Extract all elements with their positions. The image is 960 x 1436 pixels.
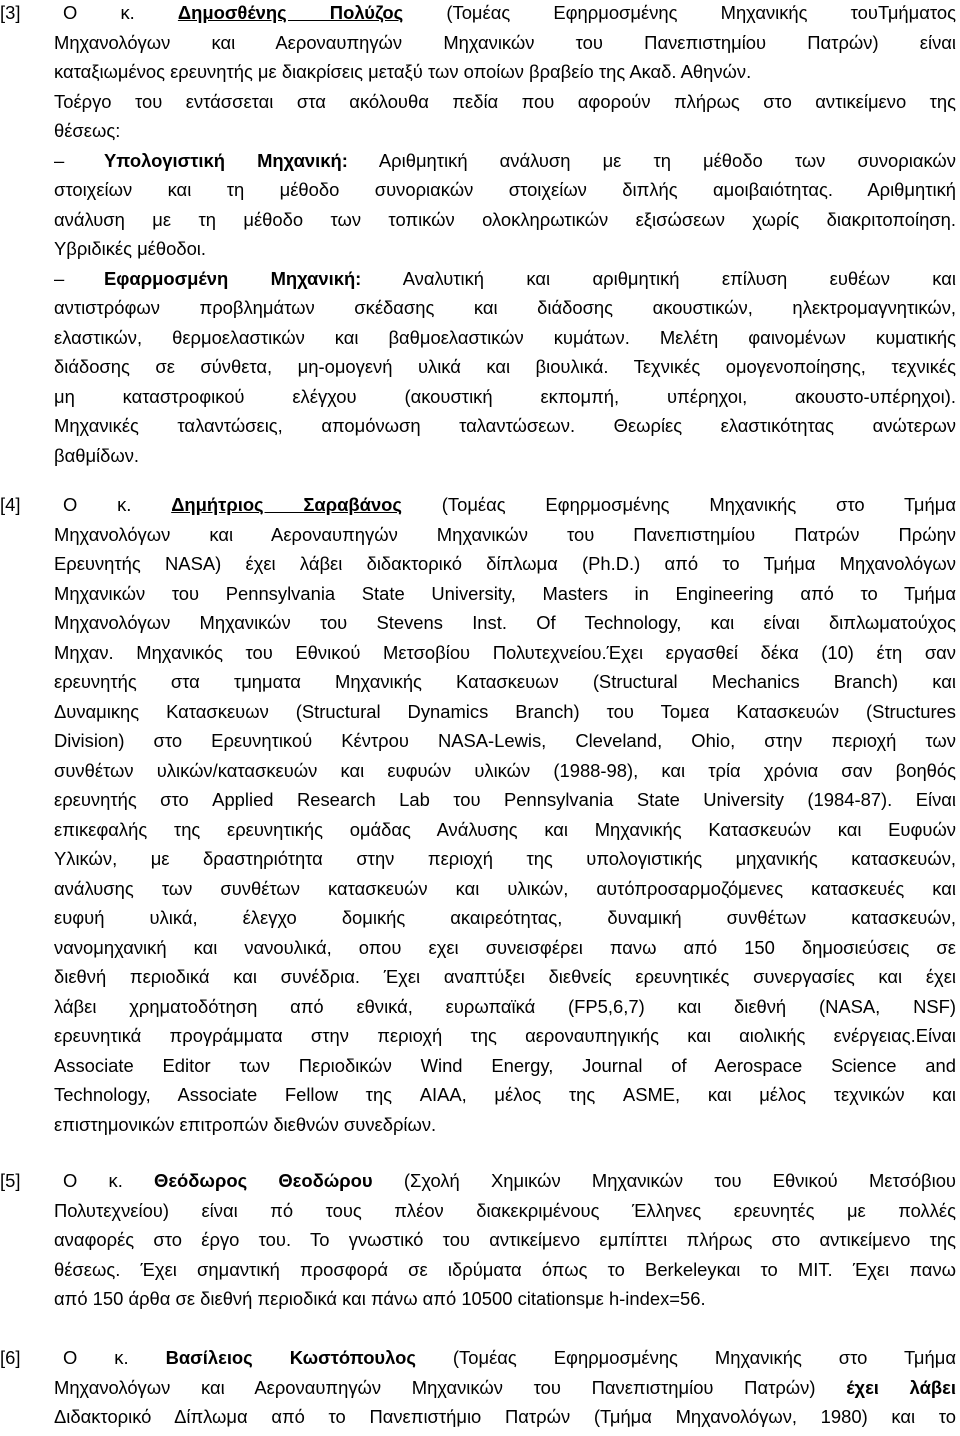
text-line	[0, 234, 960, 264]
text-line	[0, 697, 960, 727]
text-line	[0, 1373, 960, 1403]
text-line	[0, 815, 960, 845]
text-line	[0, 874, 960, 904]
text-segment: αναφορές στο έργο του. Το γνωστικό του αντικείμενο εμπίπτει πλήρως στο αντικείμενο της	[54, 1229, 956, 1250]
text-segment: καταξιωμένος ερευνητής με διακρίσεις μεταξύ των οποίων βραβείο της Ακαδ. Αθηνών.	[54, 61, 752, 82]
text-segment: Δυναμικης Κατασκευων (Structural Dynamics Branch) του Τομεα Κατασκευών (Structures	[54, 700, 956, 722]
text-line	[0, 1225, 960, 1255]
text-line	[0, 205, 960, 235]
text-segment: Ο κ.	[63, 494, 172, 515]
text-segment: ευφυή υλικά, έλεγχο δομικής ακαιρεότητας, δυναμική συνθέτων κατασκευών,	[54, 907, 956, 928]
dash-bullet-icon: –	[54, 267, 65, 289]
text-segment: αντιστρόφων προβλημάτων σκέδασης και διάδοσης ακουστικών, ηλεκτρομαγνητικών,	[54, 297, 956, 318]
text-segment: Υβριδικές μέθοδοι.	[54, 238, 206, 259]
text-segment: (Τομέας Εφηρμοσμένης Μηχανικής στο Τμήμα	[401, 494, 956, 515]
text-segment: (Σχολή Χημικών Μηχανικών του Εθνικού Μετσόβιου	[372, 1170, 956, 1191]
text-line	[0, 844, 960, 874]
text-segment: Υλικών, με δραστηριότητα στην περιοχή της υπολογιστικής μηχανικής κατασκευών,	[54, 848, 956, 869]
text-segment: Αριθμητική ανάλυση με τη μέθοδο των συνοριακών	[347, 149, 956, 171]
text-segment: Διδακτορικό Δίπλωμα από το Πανεπιστήμιο Πατρών (Τμήμα Μηχανολόγων, 1980) και το	[54, 1406, 956, 1427]
text-segment: ανάλυση με τη μέθοδο των τοπικών ολοκληρωτικών εξισώσεων χωρίς διακριτοποίηση.	[54, 208, 956, 230]
text-segment: Ο κ.	[63, 1347, 166, 1368]
reference-number: [4]	[0, 494, 21, 515]
text-segment: ερευνητής στα τμηματα Μηχανικής Κατασκευων (Structural Mechanics Branch) και	[54, 671, 956, 692]
emphasized-text: Βασίλειος Κωστόπουλος	[165, 1347, 416, 1368]
bullet-line	[0, 264, 960, 294]
emphasized-text: Υπολογιστική Μηχανική:	[104, 149, 348, 171]
text-segment: Ο κ.	[63, 1170, 155, 1191]
text-segment: Ερευνητής NASA) έχει λάβει διδακτορικό δίπλωμα (Ph.D.) από το Τμήμα Μηχανολόγων	[54, 553, 956, 574]
text-line	[0, 116, 960, 146]
text-segment: Division) στο Ερευνητικού Κέντρου NASA-Lewis, Cleveland, Ohio, στην περιοχή των	[54, 730, 956, 751]
text-segment: από 150 άρθα σε διεθνή περιοδικά και πάνω από 10500 citationsμε h-index=56.	[54, 1288, 706, 1309]
text-segment: διεθνή περιοδικά και συνέδρια. Έχει αναπτύξει διεθνείς ερευνητικές συνεργασίες και έχει	[54, 966, 956, 987]
text-segment: ελαστικών, θερμοελαστικών και βαθμοελαστικών κυμάτων. Μελέτη φαινομένων κυματικής	[54, 326, 956, 348]
text-segment: διάδοσης σε σύνθετα, μη-ομογενή υλικά και βιουλικά. Τεχνικές ομογενοποίησης, τεχνικές	[54, 356, 956, 377]
text-line	[0, 28, 960, 58]
reference-entry	[0, 1343, 960, 1432]
text-line	[0, 549, 960, 579]
text-segment: Technology, Associate Fellow της AIAA, μέλος της ASME, και μέλος τεχνικών και	[54, 1084, 956, 1105]
text-line	[0, 726, 960, 756]
text-line	[0, 1284, 960, 1314]
text-segment: ανάλυσης των συνθέτων κατασκευών και υλικών, αυτόπροσαρμοζόμενες κατασκευές και	[54, 877, 956, 899]
text-line	[0, 1343, 960, 1373]
text-segment: Τοέργο του εντάσσεται στα ακόλουθα πεδία που αφορούν πλήρως στο αντικείμενο της	[54, 90, 956, 112]
emphasized-text: Εφαρμοσμένη Μηχανική:	[104, 267, 362, 289]
text-line	[0, 785, 960, 815]
text-segment: επιστημονικών επιτροπών διεθνών συνεδρίων.	[54, 1113, 437, 1135]
emphasized-text: Δημοσθένης Πολύζος	[177, 2, 404, 23]
text-segment: Μηχανολόγων και Αεροναυπηγών Μηχανικών του Πανεπιστημίου Πατρών) είναι	[54, 31, 956, 53]
text-segment: μη καταστροφικού ελέγχου (ακουστική εκπομπή, υπέρηχοι, ακουστο-υπέρηχοι).	[54, 385, 956, 407]
text-line	[0, 293, 960, 323]
text-line	[0, 352, 960, 382]
text-line	[0, 756, 960, 786]
text-segment: (Τομέας Εφηρμοσμένης Μηχανικής στο Τμήμα	[415, 1347, 956, 1368]
text-segment: βαθμίδων.	[54, 444, 140, 466]
text-line	[0, 608, 960, 638]
text-line	[0, 411, 960, 441]
reference-number: [3]	[0, 2, 21, 23]
text-segment: θέσεως:	[54, 120, 121, 141]
text-segment: Μηχανικές ταλαντώσεις, απομόνωση ταλαντώσεων. Θεωρίες ελαστικότητας ανώτερων	[54, 415, 956, 436]
text-line	[0, 1255, 960, 1285]
reference-entry	[0, 1166, 960, 1314]
text-segment: ερευνητικά προγράμματα στην περιοχή της αεροναυπηγικής και αιολικής ενέργειας.Είναι	[54, 1025, 956, 1046]
text-segment: Πολυτεχνείου) είναι πό τους πλέον διακεκριμένους Έλληνες ερευνητές με πολλές	[54, 1199, 956, 1221]
text-line	[0, 933, 960, 963]
text-segment: Μηχανικών του Pennsylvania State University, Masters in Engineering από το Τμήμα	[54, 582, 956, 604]
reference-number: [5]	[0, 1170, 21, 1191]
text-segment: Μηχαν. Μηχανικός του Εθνικού Μετσοβίου Πολυτεχνείου.Έχει εργασθεί δέκα (10) έτη σαν	[54, 641, 956, 663]
bullet-line	[0, 146, 960, 176]
text-line	[0, 520, 960, 550]
text-segment: Ο κ.	[63, 2, 178, 23]
text-segment: ερευνητής στο Applied Research Lab του Pennsylvania State University (1984-87). Είναι	[54, 789, 956, 810]
text-segment: επικεφαλής της ερευνητικής ομάδας Ανάλυσης και Μηχανικής Κατασκευών και Ευφυών	[54, 818, 956, 840]
text-line	[0, 638, 960, 668]
text-line	[0, 441, 960, 471]
text-line	[0, 323, 960, 353]
text-line	[0, 1051, 960, 1081]
text-line	[0, 667, 960, 697]
text-line	[0, 490, 960, 520]
text-line	[0, 1021, 960, 1051]
text-segment: συνθέτων υλικών/κατασκευών και ευφυών υλικών (1988-98), και τρία χρόνια σαν βοηθός	[54, 759, 956, 781]
reference-entry	[0, 490, 960, 1139]
text-segment: Associate Editor των Περιοδικών Wind Energy, Journal of Aerospace Science and	[54, 1054, 956, 1076]
emphasized-text: έχει λάβει	[846, 1376, 956, 1398]
text-line	[0, 87, 960, 117]
text-line	[0, 1166, 960, 1196]
text-line	[0, 1402, 960, 1432]
text-line	[0, 962, 960, 992]
text-line	[0, 1080, 960, 1110]
text-segment: Αναλυτική και αριθμητική επίλυση ευθέων και	[361, 267, 956, 289]
text-line	[0, 175, 960, 205]
text-line	[0, 382, 960, 412]
text-line	[0, 1110, 960, 1140]
reference-entry	[0, 0, 960, 470]
text-segment: Μηχανολόγων και Αεροναυπηγών Μηχανικών του Πανεπιστημίου Πατρών)	[54, 1376, 847, 1398]
text-line	[0, 0, 960, 28]
text-line	[0, 57, 960, 87]
text-segment: Μηχανολόγων Μηχανικών του Stevens Inst. Of Technology, και είναι διπλωματούχος	[54, 612, 956, 633]
text-segment: λάβει χρηματοδότηση από εθνικά, ευρωπαϊκά (FP5,6,7) και διεθνή (NASA, NSF)	[54, 995, 956, 1017]
text-line	[0, 903, 960, 933]
emphasized-text: Δημήτριος Σαραβάνος	[171, 494, 402, 515]
emphasized-text: Θεόδωρος Θεοδώρου	[154, 1170, 373, 1191]
text-segment: στοιχείων και τη μέθοδο συνοριακών στοιχείων διπλής αμοιβαιότητας. Αριθμητική	[54, 179, 956, 200]
text-line	[0, 992, 960, 1022]
text-segment: θέσεως. Έχει σημαντική προσφορά σε ιδρύματα όπως το Berkeleyκαι το MIT. Έχει πανω	[54, 1258, 956, 1280]
text-segment: νανομηχανική και νανουλικά, οπου εχει συνεισφέρει πανω από 150 δημοσιεύσεις σε	[54, 936, 956, 958]
dash-bullet-icon: –	[54, 149, 65, 171]
text-line	[0, 579, 960, 609]
text-line	[0, 1196, 960, 1226]
reference-number: [6]	[0, 1347, 21, 1368]
text-segment: Μηχανολόγων και Αεροναυπηγών Μηχανικών του Πανεπιστημίου Πατρών Πρώην	[54, 523, 956, 545]
text-segment: (Τομέας Εφηρμοσμένης Μηχανικής τουΤμήματος	[403, 2, 956, 23]
